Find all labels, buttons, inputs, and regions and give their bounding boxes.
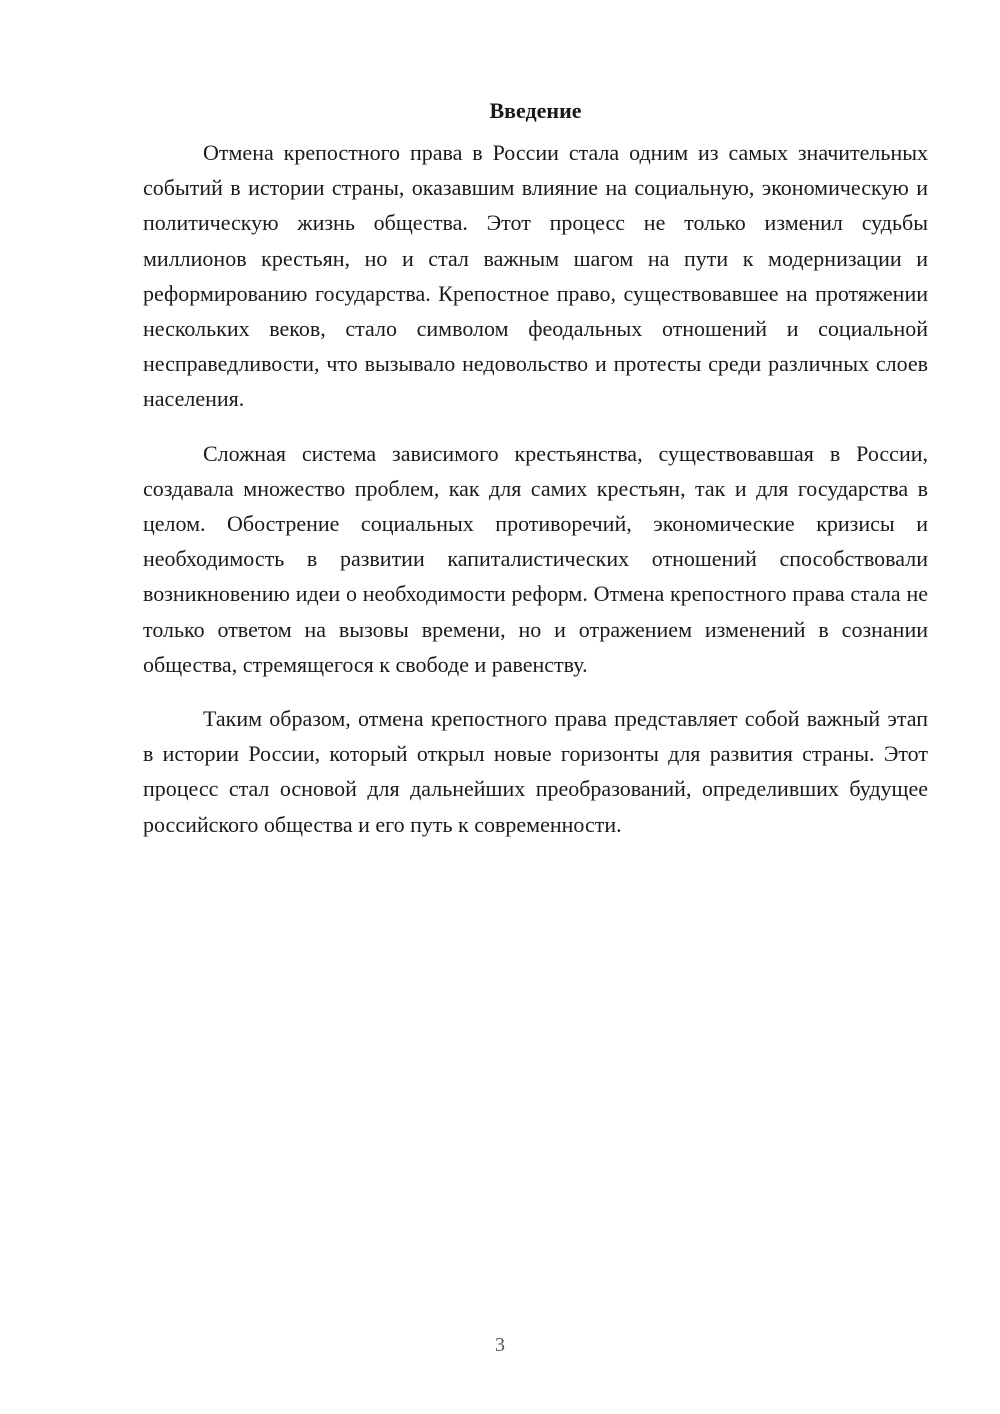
page-number: 3: [495, 1334, 505, 1356]
paragraph-3: Таким образом, отмена крепостного права представляет собой важный этап в истории России, который открыл новые горизонты для развития страны. Этот процесс стал основой для дальнейших преобразований, определивших будущее российского общества и его путь к современности.: [143, 706, 928, 837]
paragraph-2: Сложная система зависимого крестьянства, существовавшая в России, создавала множество проблем, как для самих крестьян, так и для государства в целом. Обострение социальных противоречий, экономические кризисы и необходимость в развитии капиталистических отношений способствовали возникновению идеи о необходимости реформ. Отмена крепостного права стала не только ответом на вызовы времени, но и отражением изменений в сознании общества, стремящегося к свободе и равенству.: [143, 440, 928, 677]
paragraph-1: Отмена крепостного права в России стала одним из самых значительных событий в истории страны, оказавшим влияние на социальную, экономическую и политическую жизнь общества. Этот процесс не только изменил судьбы миллионов крестьян, но и стал важным шагом на пути к модернизации и реформированию государства. Крепостное право, существовавшее на протяжении нескольких веков, стало символом феодальных отношений и социальной несправедливости, что вызывало недовольство и протесты среди различных слоев населения.: [143, 140, 928, 412]
section-title: Введение: [489, 98, 582, 123]
document-page: [143, 96, 928, 861]
